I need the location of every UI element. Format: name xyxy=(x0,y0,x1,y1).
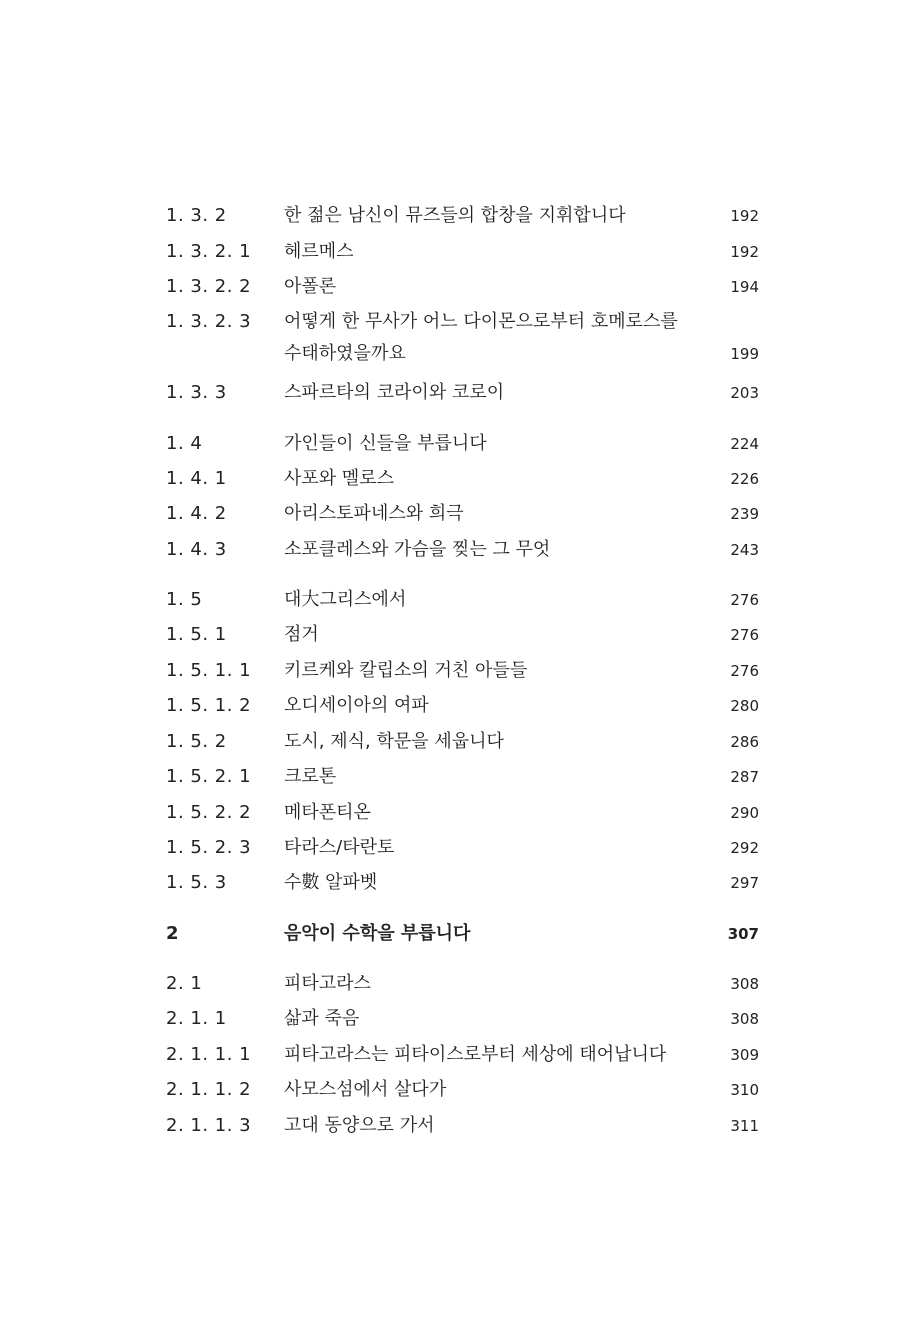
toc-entry xyxy=(0,655,898,687)
entry-page: 203 xyxy=(730,384,759,402)
entry-title: 대大그리스에서 xyxy=(284,589,407,610)
entry-title-line-1: 어떻게 한 무사가 어느 다이몬으로부터 호메로스를 xyxy=(284,311,678,332)
entry-number: 1. 4. 1 xyxy=(166,468,227,489)
entry-page: 224 xyxy=(730,435,759,453)
entry-title: 한 젊은 남신이 뮤즈들의 합창을 지휘합니다 xyxy=(284,205,626,226)
toc-entry xyxy=(0,377,898,409)
entry-page: 276 xyxy=(730,662,759,680)
entry-number: 1. 3. 2. 2 xyxy=(166,276,252,297)
entry-page: 286 xyxy=(730,733,759,751)
entry-title: 삶과 죽음 xyxy=(284,1008,360,1029)
toc-entry xyxy=(0,271,898,303)
entry-title: 점거 xyxy=(284,624,319,645)
entry-number: 1. 4. 2 xyxy=(166,503,227,524)
entry-title: 스파르타의 코라이와 코로이 xyxy=(284,382,505,403)
entry-page: 309 xyxy=(730,1046,759,1064)
entry-title: 크로톤 xyxy=(284,766,337,787)
toc-entry xyxy=(0,428,898,460)
toc-entry xyxy=(0,534,898,566)
toc-chapter-entry xyxy=(0,918,898,950)
entry-page: 297 xyxy=(730,874,759,892)
entry-title xyxy=(284,306,678,370)
entry-number: 2. 1. 1. 1 xyxy=(166,1044,252,1065)
toc-entry xyxy=(0,584,898,616)
entry-number: 1. 3. 2. 1 xyxy=(166,241,252,262)
toc-entry xyxy=(0,1003,898,1035)
entry-page: 280 xyxy=(730,697,759,715)
toc-entry xyxy=(0,200,898,232)
entry-number: 2. 1. 1. 2 xyxy=(166,1079,252,1100)
toc-entry xyxy=(0,1039,898,1071)
entry-page: 192 xyxy=(730,243,759,261)
entry-page: 243 xyxy=(730,541,759,559)
toc-entry xyxy=(0,761,898,793)
entry-number: 1. 5 xyxy=(166,589,203,610)
entry-number: 1. 5. 2. 2 xyxy=(166,802,252,823)
entry-title: 고대 동양으로 가서 xyxy=(284,1115,435,1136)
entry-title: 수數 알파벳 xyxy=(284,872,378,893)
entry-title: 오디세이아의 여파 xyxy=(284,695,429,716)
entry-title: 가인들이 신들을 부릅니다 xyxy=(284,433,487,454)
entry-number: 1. 3. 2. 3 xyxy=(166,311,252,332)
entry-number: 1. 5. 2 xyxy=(166,731,227,752)
entry-page: 307 xyxy=(727,925,759,943)
entry-title: 음악이 수학을 부릅니다 xyxy=(284,923,471,944)
entry-title: 사모스섬에서 살다가 xyxy=(284,1079,447,1100)
entry-number: 1. 3. 3 xyxy=(166,382,227,403)
toc-entry xyxy=(0,619,898,651)
entry-title: 도시, 제식, 학문을 세웁니다 xyxy=(284,731,504,752)
entry-number: 2. 1 xyxy=(166,973,203,994)
entry-page: 290 xyxy=(730,804,759,822)
entry-number: 2 xyxy=(166,923,180,944)
entry-title: 메타폰티온 xyxy=(284,802,371,823)
entry-number: 1. 4 xyxy=(166,433,203,454)
entry-title: 사포와 멜로스 xyxy=(284,468,395,489)
entry-number: 2. 1. 1. 3 xyxy=(166,1115,252,1136)
entry-page: 310 xyxy=(730,1081,759,1099)
entry-title: 아폴론 xyxy=(284,276,337,297)
entry-page: 308 xyxy=(730,1010,759,1028)
entry-page: 276 xyxy=(730,591,759,609)
entry-page: 199 xyxy=(730,345,759,363)
entry-number: 1. 5. 2. 1 xyxy=(166,766,252,787)
toc-entry xyxy=(0,463,898,495)
toc-entry xyxy=(0,1074,898,1106)
toc-entry xyxy=(0,236,898,268)
entry-number: 1. 5. 3 xyxy=(166,872,227,893)
entry-number: 1. 4. 3 xyxy=(166,539,227,560)
entry-page: 311 xyxy=(730,1117,759,1135)
entry-number: 1. 5. 1. 2 xyxy=(166,695,252,716)
entry-title: 피타고라스 xyxy=(284,973,371,994)
entry-page: 276 xyxy=(730,626,759,644)
entry-page: 192 xyxy=(730,207,759,225)
entry-number: 2. 1. 1 xyxy=(166,1008,227,1029)
toc-entry xyxy=(0,968,898,1000)
entry-page: 292 xyxy=(730,839,759,857)
entry-number: 1. 3. 2 xyxy=(166,205,227,226)
toc-entry xyxy=(0,797,898,829)
entry-number: 1. 5. 1. 1 xyxy=(166,660,252,681)
toc-entry xyxy=(0,498,898,530)
entry-title: 헤르메스 xyxy=(284,241,354,262)
toc-entry xyxy=(0,306,898,370)
entry-page: 239 xyxy=(730,505,759,523)
entry-title: 피타고라스는 피타이스로부터 세상에 태어납니다 xyxy=(284,1044,667,1065)
toc-entry xyxy=(0,726,898,758)
entry-title-line-2: 수태하였을까요 xyxy=(284,343,406,364)
toc-entry xyxy=(0,867,898,899)
entry-page: 194 xyxy=(730,278,759,296)
entry-number: 1. 5. 2. 3 xyxy=(166,837,252,858)
entry-page: 308 xyxy=(730,975,759,993)
entry-page: 287 xyxy=(730,768,759,786)
toc-entry xyxy=(0,690,898,722)
toc-entry xyxy=(0,1110,898,1142)
entry-title: 타라스/타란토 xyxy=(284,837,395,858)
entry-title: 아리스토파네스와 희극 xyxy=(284,503,464,524)
entry-number: 1. 5. 1 xyxy=(166,624,227,645)
entry-title: 키르케와 칼립소의 거친 아들들 xyxy=(284,660,528,681)
toc-entry xyxy=(0,832,898,864)
entry-page: 226 xyxy=(730,470,759,488)
entry-title: 소포클레스와 가슴을 찢는 그 무엇 xyxy=(284,539,551,560)
